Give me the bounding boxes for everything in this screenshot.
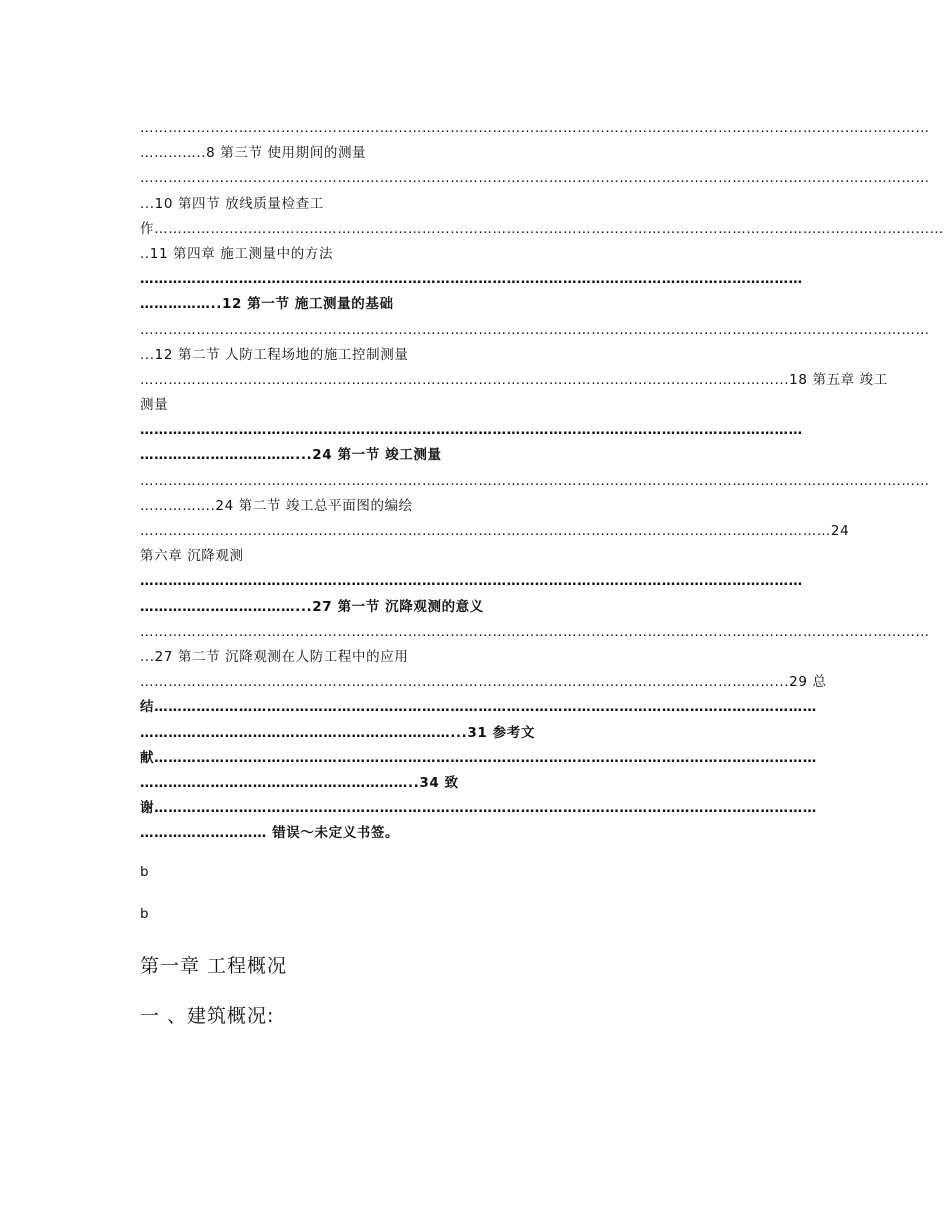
toc-line-text: …………………………………………………………………………………………………………………………………………………… <box>140 623 930 640</box>
toc-line <box>140 595 810 620</box>
toc-line-text: …………….24 第二节 竣工总平面图的编绘 <box>140 497 413 514</box>
toc-line <box>140 544 810 569</box>
toc-line-text: ..11 第四章 施工测量中的方法 <box>140 245 334 262</box>
toc-line <box>140 443 810 468</box>
toc-line <box>140 242 810 267</box>
toc-line <box>140 645 810 670</box>
toc-line-text: …………………………………………………………………………………………………………………………………………………… <box>140 120 930 136</box>
toc-line <box>140 292 810 317</box>
toc-line-text: …………………………………………………..34 致 <box>140 774 459 791</box>
toc-line <box>140 695 817 720</box>
toc-line <box>140 771 810 796</box>
toc-line <box>140 267 810 292</box>
toc-line <box>140 620 930 645</box>
toc-line <box>140 192 810 217</box>
toc-line <box>140 821 810 846</box>
toc-line-text: 作…………………………………………………………………………………………………………………………………………………… <box>140 220 944 237</box>
toc-line-text: 测量 <box>140 397 169 414</box>
toc-line <box>140 721 810 746</box>
toc-line-text: …………………………………………………………………………………………………………………………… <box>140 573 803 590</box>
toc-line-text: …………………………………………………………………………………………………………………………… <box>140 271 803 288</box>
toc-line <box>140 393 810 418</box>
toc-line <box>140 670 827 695</box>
toc-line <box>140 494 810 519</box>
toc-line <box>140 318 930 343</box>
marker-text: b <box>140 906 149 922</box>
toc-line-text: …………………………………………………………………………………………………………………………………………………… <box>140 170 930 187</box>
toc-line <box>140 116 930 141</box>
toc-line-text: ………………………………………………………………………………………………………………………...18 第五章 竣工 <box>140 371 888 388</box>
toc-line <box>140 343 810 368</box>
toc-line <box>140 217 944 242</box>
toc-line <box>140 368 888 393</box>
toc-line-text: ……………..12 第一节 施工测量的基础 <box>140 296 394 313</box>
toc-line-text: 谢…………………………………………………………………………………………………………………………… <box>140 800 817 817</box>
toc-line-text: ……………………………...27 第一节 沉降观测的意义 <box>140 598 484 615</box>
marker-text: b <box>140 864 149 880</box>
toc-line-text: ……………………………...24 第一节 竣工测量 <box>140 447 442 464</box>
toc-line-text: ………………………………………………………………………………………………………………………...29 总 <box>140 674 827 691</box>
toc-line-text: …………………………………………………………………………………………………………………………………………………… <box>140 472 930 489</box>
chapter-heading: 第一章 工程概况 <box>140 955 288 977</box>
toc-line <box>140 569 810 594</box>
toc-line-text: …………..8 第三节 使用期间的测量 <box>140 145 367 162</box>
toc-line-text: ...12 第二节 人防工程场地的施工控制测量 <box>140 346 409 363</box>
toc-line-text: 献…………………………………………………………………………………………………………………………… <box>140 749 817 766</box>
toc-line <box>140 796 817 821</box>
toc-line <box>140 418 810 443</box>
toc-line <box>140 519 850 544</box>
toc-line-text: ...27 第二节 沉降观测在人防工程中的应用 <box>140 648 409 665</box>
toc-line <box>140 746 817 771</box>
table-of-contents <box>140 116 944 846</box>
toc-line-text: …………………………………………………………...31 参考文 <box>140 724 535 741</box>
toc-line-text: ...10 第四节 放线质量检查工 <box>140 195 324 212</box>
toc-line-text: 结…………………………………………………………………………………………………………………………… <box>140 699 817 716</box>
toc-line-text: …………………………………………………………………………………………………………………………………………………… <box>140 321 930 338</box>
toc-line <box>140 469 930 494</box>
toc-line-text: …………………………………………………………………………………………………………………………………24 <box>140 523 850 539</box>
toc-line-text: 第六章 沉降观测 <box>140 548 244 565</box>
section-heading: 一 、建筑概况: <box>140 1005 275 1027</box>
toc-line <box>140 166 930 191</box>
toc-line-text: …………………………………………………………………………………………………………………………… <box>140 422 803 439</box>
toc-line <box>140 141 810 166</box>
toc-line-text: ……………………… 错误～未定义书签。 <box>140 825 400 842</box>
